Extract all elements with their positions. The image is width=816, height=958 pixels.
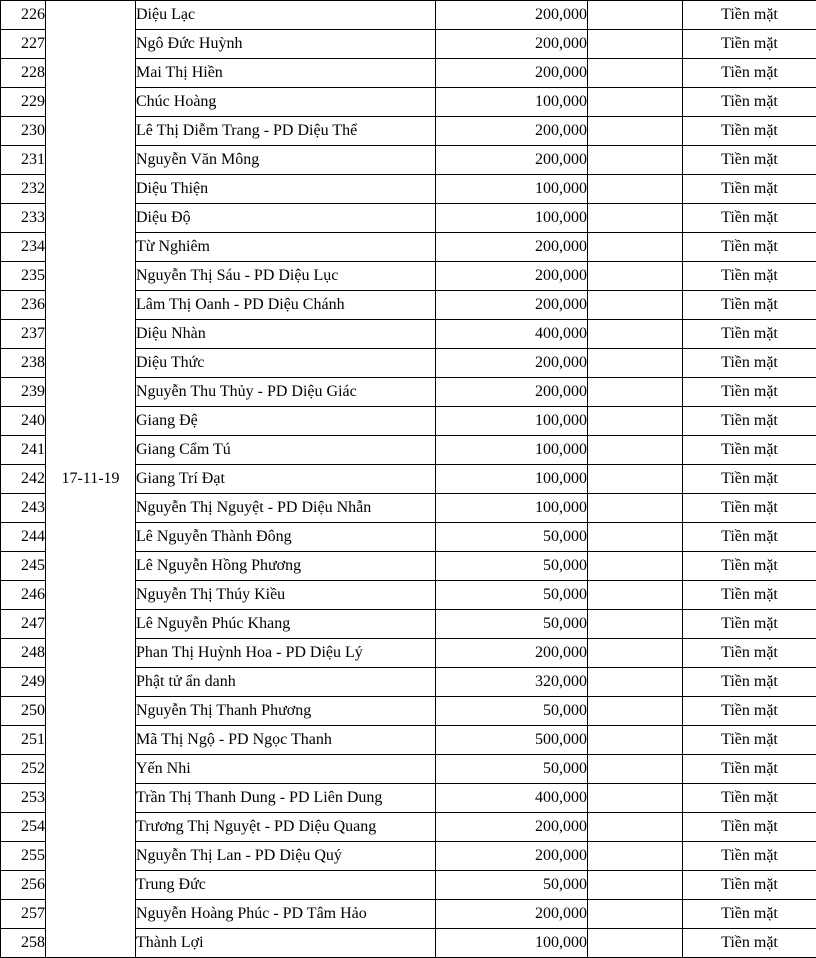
payment-method: Tiền mặt [683, 407, 816, 436]
payment-method: Tiền mặt [683, 465, 816, 494]
payment-method: Tiền mặt [683, 146, 816, 175]
payment-method: Tiền mặt [683, 204, 816, 233]
donation-amount: 320,000 [436, 668, 588, 697]
payment-method: Tiền mặt [683, 494, 816, 523]
donor-name: Giang Cẩm Tú [136, 436, 436, 465]
payment-method: Tiền mặt [683, 88, 816, 117]
donor-name: Trương Thị Nguyệt - PD Diệu Quang [136, 813, 436, 842]
row-number: 257 [1, 900, 46, 929]
donation-amount: 200,000 [436, 233, 588, 262]
donor-name: Nguyễn Thị Thúy Kiều [136, 581, 436, 610]
donor-name: Diệu Nhàn [136, 320, 436, 349]
donor-name: Diệu Thiện [136, 175, 436, 204]
donor-name: Nguyễn Thị Sáu - PD Diệu Lục [136, 262, 436, 291]
payment-method: Tiền mặt [683, 59, 816, 88]
payment-method: Tiền mặt [683, 581, 816, 610]
donation-amount: 100,000 [436, 88, 588, 117]
donation-amount: 400,000 [436, 320, 588, 349]
empty-cell [588, 610, 683, 639]
empty-cell [588, 668, 683, 697]
donor-name: Nguyễn Thị Lan - PD Diệu Quý [136, 842, 436, 871]
row-number: 226 [1, 1, 46, 30]
donation-amount: 200,000 [436, 813, 588, 842]
row-number: 256 [1, 871, 46, 900]
empty-cell [588, 581, 683, 610]
row-number: 237 [1, 320, 46, 349]
payment-method: Tiền mặt [683, 639, 816, 668]
empty-cell [588, 262, 683, 291]
row-number: 241 [1, 436, 46, 465]
donation-amount: 400,000 [436, 784, 588, 813]
row-number: 249 [1, 668, 46, 697]
donation-amount: 50,000 [436, 755, 588, 784]
donor-name: Lê Nguyễn Phúc Khang [136, 610, 436, 639]
row-number: 229 [1, 88, 46, 117]
donor-name: Mã Thị Ngộ - PD Ngọc Thanh [136, 726, 436, 755]
row-number: 250 [1, 697, 46, 726]
row-number: 255 [1, 842, 46, 871]
row-number: 247 [1, 610, 46, 639]
empty-cell [588, 320, 683, 349]
payment-method: Tiền mặt [683, 233, 816, 262]
row-number: 230 [1, 117, 46, 146]
donation-amount: 200,000 [436, 639, 588, 668]
donation-amount: 100,000 [436, 929, 588, 958]
row-number: 251 [1, 726, 46, 755]
donation-amount: 200,000 [436, 262, 588, 291]
donation-amount: 100,000 [436, 204, 588, 233]
donor-name: Nguyễn Hoàng Phúc - PD Tâm Hảo [136, 900, 436, 929]
payment-method: Tiền mặt [683, 668, 816, 697]
donor-name: Diệu Lạc [136, 1, 436, 30]
donation-amount: 500,000 [436, 726, 588, 755]
donor-name: Diệu Độ [136, 204, 436, 233]
row-number: 254 [1, 813, 46, 842]
donor-name: Lê Thị Diễm Trang - PD Diệu Thể [136, 117, 436, 146]
donor-name: Nguyễn Thu Thủy - PD Diệu Giác [136, 378, 436, 407]
payment-method: Tiền mặt [683, 813, 816, 842]
payment-method: Tiền mặt [683, 871, 816, 900]
payment-method: Tiền mặt [683, 175, 816, 204]
payment-method: Tiền mặt [683, 117, 816, 146]
empty-cell [588, 639, 683, 668]
donation-amount: 50,000 [436, 610, 588, 639]
empty-cell [588, 175, 683, 204]
empty-cell [588, 378, 683, 407]
donation-amount: 200,000 [436, 117, 588, 146]
donor-name: Nguyễn Văn Mông [136, 146, 436, 175]
payment-method: Tiền mặt [683, 436, 816, 465]
empty-cell [588, 871, 683, 900]
empty-cell [588, 204, 683, 233]
empty-cell [588, 784, 683, 813]
donation-amount: 50,000 [436, 523, 588, 552]
payment-method: Tiền mặt [683, 552, 816, 581]
empty-cell [588, 726, 683, 755]
donor-name: Phật tử ẩn danh [136, 668, 436, 697]
payment-method: Tiền mặt [683, 262, 816, 291]
empty-cell [588, 88, 683, 117]
row-number: 239 [1, 378, 46, 407]
empty-cell [588, 59, 683, 88]
donor-name: Trung Đức [136, 871, 436, 900]
donor-name: Nguyễn Thị Thanh Phương [136, 697, 436, 726]
donor-name: Phan Thị Huỳnh Hoa - PD Diệu Lý [136, 639, 436, 668]
empty-cell [588, 146, 683, 175]
payment-method: Tiền mặt [683, 1, 816, 30]
donor-name: Mai Thị Hiền [136, 59, 436, 88]
donation-table-body [1, 1, 816, 958]
row-number: 253 [1, 784, 46, 813]
donation-amount: 50,000 [436, 552, 588, 581]
row-number: 245 [1, 552, 46, 581]
date-cell: 17-11-19 [46, 1, 136, 958]
donation-amount: 200,000 [436, 378, 588, 407]
row-number: 227 [1, 30, 46, 59]
empty-cell [588, 842, 683, 871]
donation-amount: 100,000 [436, 465, 588, 494]
payment-method: Tiền mặt [683, 378, 816, 407]
donation-amount: 100,000 [436, 175, 588, 204]
donor-name: Yến Nhi [136, 755, 436, 784]
donor-name: Giang Trí Đạt [136, 465, 436, 494]
empty-cell [588, 929, 683, 958]
empty-cell [588, 552, 683, 581]
donation-amount: 100,000 [436, 407, 588, 436]
donation-amount: 50,000 [436, 871, 588, 900]
payment-method: Tiền mặt [683, 291, 816, 320]
donor-name: Diệu Thức [136, 349, 436, 378]
empty-cell [588, 407, 683, 436]
empty-cell [588, 697, 683, 726]
donation-amount: 200,000 [436, 146, 588, 175]
donor-name: Ngô Đức Huỳnh [136, 30, 436, 59]
donor-name: Từ Nghiêm [136, 233, 436, 262]
donation-amount: 200,000 [436, 349, 588, 378]
payment-method: Tiền mặt [683, 726, 816, 755]
row-number: 252 [1, 755, 46, 784]
empty-cell [588, 755, 683, 784]
empty-cell [588, 30, 683, 59]
empty-cell [588, 436, 683, 465]
row-number: 231 [1, 146, 46, 175]
donor-name: Giang Đệ [136, 407, 436, 436]
row-number: 244 [1, 523, 46, 552]
row-number: 236 [1, 291, 46, 320]
empty-cell [588, 465, 683, 494]
empty-cell [588, 349, 683, 378]
payment-method: Tiền mặt [683, 900, 816, 929]
empty-cell [588, 1, 683, 30]
empty-cell [588, 494, 683, 523]
payment-method: Tiền mặt [683, 610, 816, 639]
donation-amount: 200,000 [436, 900, 588, 929]
empty-cell [588, 813, 683, 842]
payment-method: Tiền mặt [683, 784, 816, 813]
empty-cell [588, 233, 683, 262]
donor-name: Chúc Hoàng [136, 88, 436, 117]
row-number: 248 [1, 639, 46, 668]
payment-method: Tiền mặt [683, 349, 816, 378]
payment-method: Tiền mặt [683, 755, 816, 784]
donor-name: Thành Lợi [136, 929, 436, 958]
donor-name: Trần Thị Thanh Dung - PD Liên Dung [136, 784, 436, 813]
payment-method: Tiền mặt [683, 30, 816, 59]
row-number: 233 [1, 204, 46, 233]
donation-amount: 200,000 [436, 842, 588, 871]
donation-amount: 200,000 [436, 291, 588, 320]
row-number: 232 [1, 175, 46, 204]
row-number: 240 [1, 407, 46, 436]
empty-cell [588, 117, 683, 146]
donor-name: Lê Nguyễn Thành Đông [136, 523, 436, 552]
table-row [1, 1, 816, 30]
payment-method: Tiền mặt [683, 929, 816, 958]
donor-name: Lê Nguyễn Hồng Phương [136, 552, 436, 581]
payment-method: Tiền mặt [683, 320, 816, 349]
donation-amount: 200,000 [436, 59, 588, 88]
row-number: 238 [1, 349, 46, 378]
donation-amount: 200,000 [436, 1, 588, 30]
donor-name: Nguyễn Thị Nguyệt - PD Diệu Nhẫn [136, 494, 436, 523]
empty-cell [588, 291, 683, 320]
empty-cell [588, 523, 683, 552]
row-number: 228 [1, 59, 46, 88]
row-number: 242 [1, 465, 46, 494]
donor-name: Lâm Thị Oanh - PD Diệu Chánh [136, 291, 436, 320]
empty-cell [588, 900, 683, 929]
donation-amount: 100,000 [436, 494, 588, 523]
donation-amount: 100,000 [436, 436, 588, 465]
payment-method: Tiền mặt [683, 523, 816, 552]
donation-amount: 50,000 [436, 581, 588, 610]
payment-method: Tiền mặt [683, 842, 816, 871]
row-number: 235 [1, 262, 46, 291]
donation-amount: 50,000 [436, 697, 588, 726]
row-number: 234 [1, 233, 46, 262]
donation-amount: 200,000 [436, 30, 588, 59]
row-number: 246 [1, 581, 46, 610]
payment-method: Tiền mặt [683, 697, 816, 726]
row-number: 243 [1, 494, 46, 523]
row-number: 258 [1, 929, 46, 958]
